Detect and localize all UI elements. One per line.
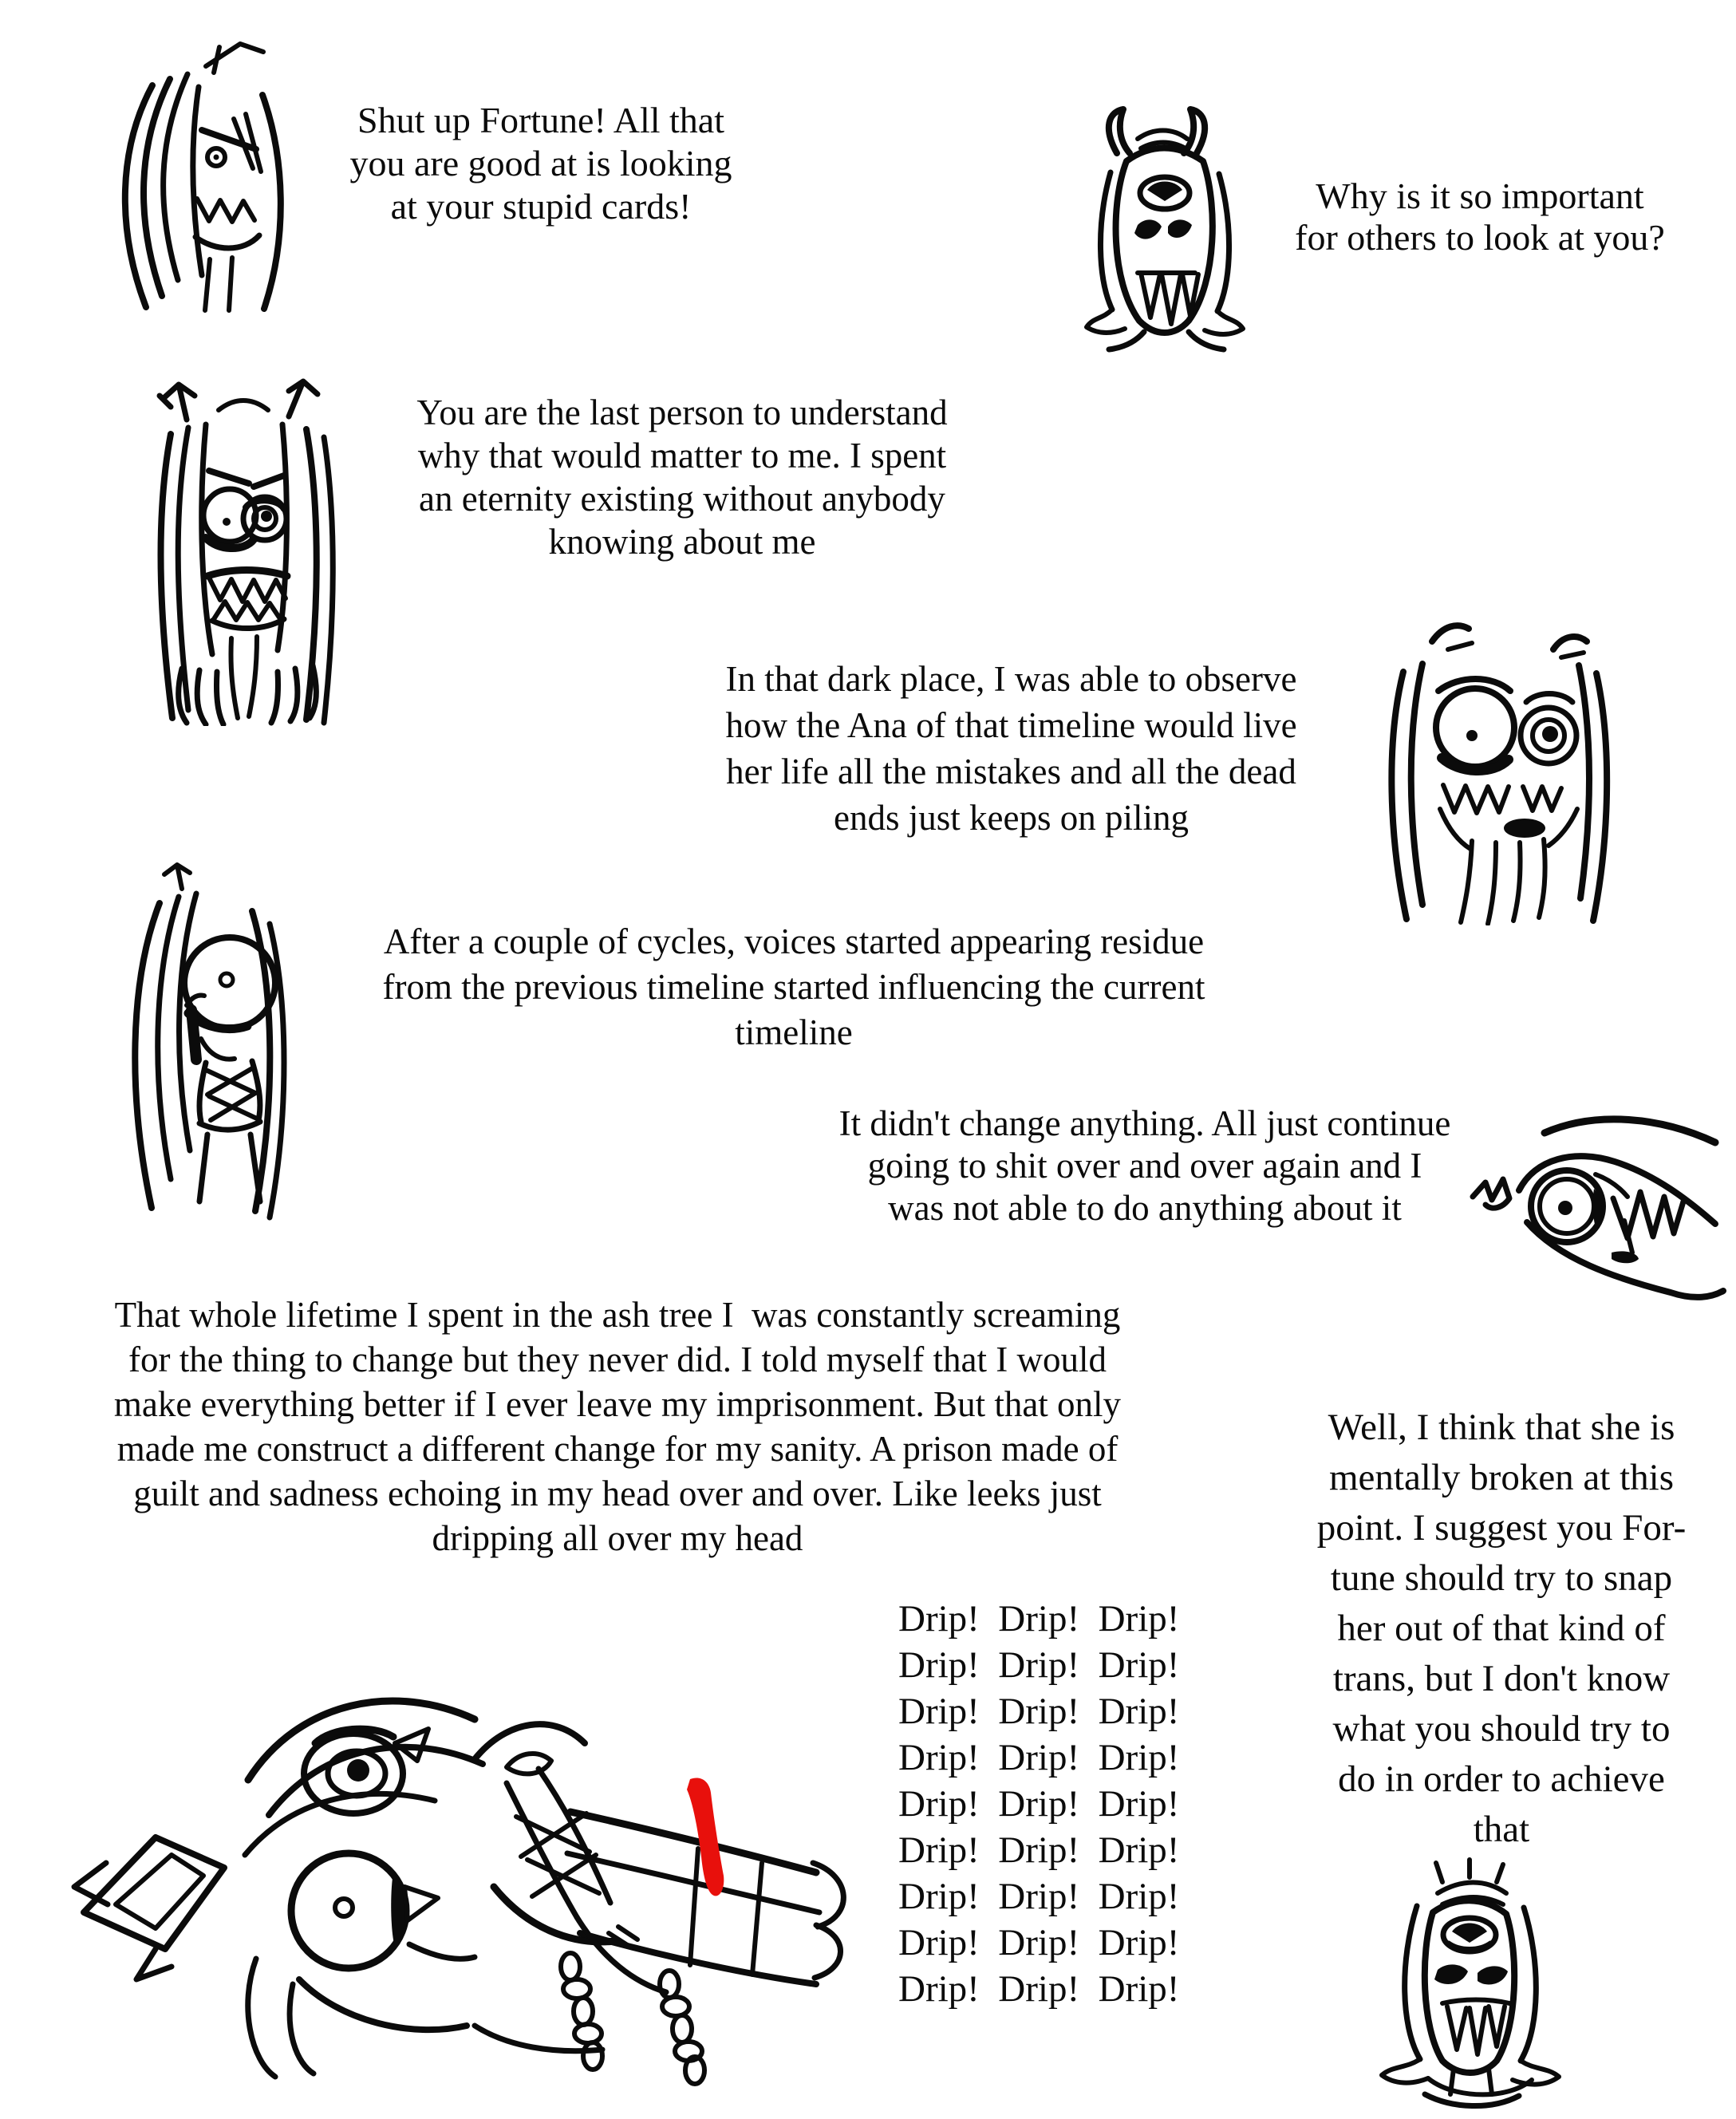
sfx-drip-block	[898, 1596, 1179, 2012]
text-line: at your stupid cards!	[390, 186, 692, 227]
text-line: Drip! Drip! Drip!	[898, 1876, 1180, 1917]
text-line: In that dark place, I was able to observe	[725, 659, 1297, 699]
text-line: what you should try to	[1332, 1708, 1671, 1750]
text-line: for the thing to change but they never did. I told myself that I would	[128, 1340, 1107, 1379]
ana-eye-closeup-drawing	[1468, 1101, 1736, 1324]
text-line: that	[1473, 1809, 1530, 1850]
text-line: Drip! Drip! Drip!	[898, 1644, 1180, 1686]
text-line: Well, I think that she is	[1328, 1407, 1675, 1448]
text-line: knowing about me	[548, 522, 816, 562]
text-line: Drip! Drip! Drip!	[898, 1922, 1180, 1963]
text-line: her out of that kind of	[1337, 1608, 1666, 1649]
text-line: an eternity existing without anybody	[419, 479, 945, 519]
chains	[561, 1953, 704, 2084]
text-line: you are good at is looking	[349, 143, 732, 183]
speech-fortune-question	[1278, 176, 1682, 258]
text-line: After a couple of cycles, voices started appearing residue	[383, 921, 1205, 961]
text-line: ends just keeps on piling	[834, 798, 1189, 838]
text-line: guilt and sadness echoing in my head over and over. Like leeks just	[133, 1474, 1102, 1513]
fortune-horned-drawing	[1061, 104, 1268, 367]
text-line: for others to look at you?	[1295, 217, 1665, 258]
speech-ana-ash-tree	[46, 1292, 1189, 1561]
ana-angry-profile-drawing	[100, 36, 323, 315]
speech-ana-no-change	[798, 1103, 1492, 1229]
text-line: Drip! Drip! Drip!	[898, 1737, 1180, 1778]
ana-wide-eyes-monster-drawing	[1352, 614, 1655, 925]
text-line: how the Ana of that timeline would live	[725, 705, 1297, 745]
ana-one-eye-corset-drawing	[80, 854, 351, 1221]
text-line: dripping all over my head	[432, 1518, 803, 1558]
text-line: make everything better if I ever leave my imprisonment. But that only	[113, 1384, 1122, 1424]
fortune-cyclops-drawing	[1348, 1855, 1600, 2119]
ana-lying-chained-drawing	[60, 1624, 874, 2086]
text-line: going to shit over and over again and I	[867, 1146, 1422, 1186]
speech-ana-shut-up	[319, 99, 763, 228]
text-line: made me construct a different change for my sanity. A prison made of	[116, 1429, 1119, 1469]
text-line: It didn't change anything. All just continue	[838, 1103, 1451, 1143]
ana-antler-monster-drawing	[136, 375, 359, 726]
text-line: You are the last person to understand	[416, 393, 948, 432]
text-line: why that would matter to me. I spent	[417, 436, 947, 475]
text-line: Drip! Drip! Drip!	[898, 1691, 1180, 1732]
text-line: Why is it so important	[1316, 176, 1644, 216]
text-line: tune should try to snap	[1330, 1557, 1673, 1599]
text-line: her life all the mistakes and all the dead	[726, 752, 1296, 791]
speech-ana-dark-place	[682, 656, 1340, 841]
text-line: Shut up Fortune! All that	[357, 100, 724, 140]
speech-ana-last-person	[363, 391, 1001, 563]
text-line: mentally broken at this	[1328, 1457, 1675, 1498]
text-line: was not able to do anything about it	[888, 1188, 1402, 1228]
text-line: do in order to achieve	[1338, 1758, 1665, 1800]
text-line: timeline	[735, 1012, 853, 1052]
text-line: trans, but I don't know	[1332, 1658, 1671, 1699]
text-line: Drip! Drip! Drip!	[898, 1829, 1180, 1871]
text-line: Drip! Drip! Drip!	[898, 1598, 1180, 1640]
text-line: Drip! Drip! Drip!	[898, 1783, 1180, 1825]
text-line: Drip! Drip! Drip!	[898, 1968, 1180, 2010]
text-line: from the previous timeline started influencing the current	[382, 967, 1205, 1007]
speech-ana-cycles	[315, 919, 1272, 1056]
text-line: point. I suggest you For-	[1316, 1507, 1687, 1549]
speech-fortune-advice	[1275, 1403, 1728, 1855]
text-line: That whole lifetime I spent in the ash tree I was constantly screaming	[114, 1295, 1121, 1335]
